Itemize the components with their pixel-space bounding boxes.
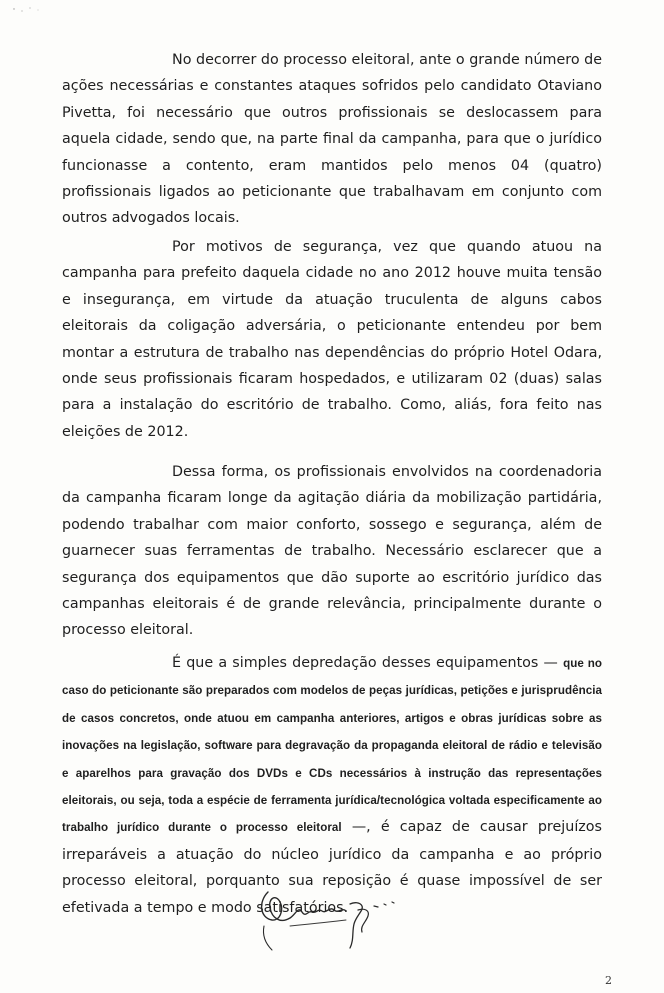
handwritten-signature (250, 880, 420, 955)
scan-specks (8, 4, 48, 16)
paragraph-1-text: No decorrer do processo eleitoral, ante o grande número de ações necessárias e constantes ataques sofridos pelo candidato Otaviano Pivetta, foi necessário que outros profissionais se deslocassem para aquela cidade, sendo que, na parte final da campanha, para que o jurídico funcionasse a contento, eram mantidos pelo menos 04 (quatro) profissionais ligados ao peticionante que trabalhavam em conjunto com outros advogados locais. (62, 52, 602, 227)
paragraph-4-lead: É que a simples depredação desses equipamentos — (172, 655, 564, 671)
paragraph-3-text: Dessa forma, os profissionais envolvidos na coordenadoria da campanha ficaram longe da agitação diária da mobilização partidária, podendo trabalhar com maior conforto, sossego e segurança, além de guarnecer suas ferramentas de trabalho. Necessário esclarecer que a segurança dos equipamentos que dão suporte ao escritório jurídico das campanhas eleitorais é de grande relevância, principalmente durante o processo eleitoral. (62, 464, 602, 639)
paragraph-2 (62, 234, 602, 445)
paragraph-1 (62, 47, 602, 232)
paragraph-4-inset: que no caso do peticionante são preparados com modelos de peças jurídicas, petições e jurisprudência de casos concretos, onde atuou em campanha anteriores, artigos e obras jurídicas sobre as inovações na legislação, software para degravação da propaganda eleitoral de rádio e televisão e aparelhos para gravação dos DVDs e CDs necessários à instrução das representações eleitorais, ou seja, toda a espécie de ferramenta jurídica/tecnológica voltada especificamente ao trabalho jurídico durante o processo eleitoral (62, 657, 603, 835)
page-number: 2 (605, 974, 612, 987)
paragraph-2-text: Por motivos de segurança, vez que quando atuou na campanha para prefeito daquela cidade no ano 2012 houve muita tensão e insegurança, em virtude da atuação truculenta de alguns cabos eleitorais da coligação adversária, o peticionante entendeu por bem montar a estrutura de trabalho nas dependências do próprio Hotel Odara, onde seus profissionais ficaram hospedados, e utilizaram 02 (duas) salas para a instalação do escritório de trabalho. Como, aliás, fora feito nas eleições de 2012. (62, 239, 602, 440)
paragraph-3 (62, 459, 602, 644)
paragraph-4-tail: —, é capaz de causar prejuízos irreparáveis a atuação do núcleo jurídico da campanha e ao próprio processo eleitoral, porquanto sua reposição é quase impossível de ser efetivada a tempo e modo satisfatórios. (62, 819, 602, 916)
